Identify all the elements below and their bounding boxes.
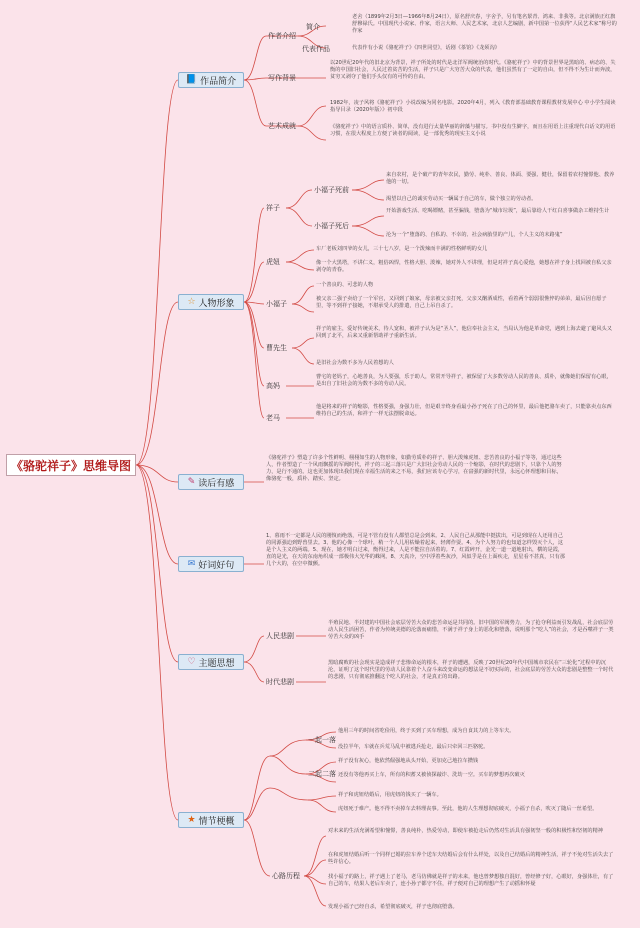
- map-title[interactable]: 《骆驼祥子》思维导图: [6, 454, 136, 476]
- branch-plot[interactable]: [178, 812, 244, 828]
- text-huniu-2: 像一个大黑塔，不讲仁义，粗俗凶悍，性格大胆、泼辣，她对外人不讲理，但是对祥子真心爱他，她想在祥子身上找回被自私父亲剥夺的青春。: [316, 260, 612, 273]
- label-era-tragedy[interactable]: 时代悲剧: [266, 678, 294, 686]
- label-xiangzi[interactable]: 祥子: [266, 204, 280, 212]
- text-journey-1: 对未来的生活充满希望和憧憬，善良纯朴，热爱劳动，即使车被抢走后仍然对生活具有强韧坚一般的积极性和坚韧的精神: [328, 828, 603, 834]
- text-after-2: 沦为一个“堕落的、自私的、不幸的、社会病胎里的产儿，个人主义的末路鬼”: [386, 232, 563, 238]
- label-background[interactable]: 写作背景: [268, 74, 296, 82]
- text-art-1: 1982年，凌子风将《骆驼祥子》小说改编为同名电影。2020年4月，列入《教育部基础教育课程教材发展中心 中小学生阅读指导目录（2020年版）》初中段: [330, 100, 616, 113]
- text-after-1: 开始游戏生活、吃喝嫖赌，甚至骗钱，堕落为“城市垃圾”，最后靠给人干红白喜事做杂工维持生计: [386, 208, 610, 214]
- text-gaoma: 曹宅的老妈子，心地善良，为人要强，乐于助人，常常开导祥子，被保留了大多数劳动人民的善良、质朴，就像她们保留有心眼，是出自了旧社会的为数不多的劳动人民。: [316, 374, 612, 387]
- text-people-tragedy: 半殖民地、半封建的中国社会底层劳苦大众的悲苦命运是共同的。旧中国的军阀势力，为了抢夺利益而引发战乱，社会底层劳动人民生活困苦，作者为传统美德的沦落而痛惜，不满于祥子身上的恶化和堕落，说明那个“吃人”的社会，才是吞噬祥子一类劳苦大众的凶手: [328, 620, 614, 640]
- label-cao[interactable]: 曹先生: [266, 344, 287, 352]
- text-background: 以20世纪20年代的旧北京为背景，祥子所处的时代是北洋军阀统治的时代。《骆驼祥子》中的背景世界是黑暗的、病态的、失衡的中国旧社会，人民过着贫苦的生活，祥子只是广大穷苦大众的代表，他们虽然有了一定的自由，但不得不为生计而奔波，贫穷又剥夺了他们手头仅有的可怜的自由。: [330, 60, 616, 80]
- text-sentences: 1、暮雨不一定都是人民的刚愎而绝落，可是不管有没有人都望总是会到来。2、人民自己从那能中挺拔出，可是到现在人还用自己的同源强迫到野兽里去。3、他的心像一个球叶，稍一个人儿用枯燥着起来，轻薄作耍。4、为个人努力的也知道怎样毁灭个人，这是个人主义的两端。5、现在，她才明白过来，衡得过来，人是不能拉自活着的。7、红霞碎开，金光一道一道地射出，横的是霞，直的是光，在天的东南角织成一部极伟大光华的蛛网。8、天真冷，空中浮着些灰沙，风似乎是在上面疾走，星星看不甚真，只有那几个大的，在空中微颤。: [266, 533, 565, 567]
- star-icon: ★: [187, 815, 196, 825]
- branch-characters[interactable]: [178, 294, 244, 310]
- text-cao-2: 是旧社会为数不多为人民着想的人: [316, 360, 394, 366]
- text-works: 代表作有小说《骆驼祥子》《四世同堂》，话剧《茶馆》《龙须沟》: [352, 45, 500, 51]
- branch-sentences[interactable]: [178, 556, 244, 572]
- branch-label: 作品简介: [200, 76, 237, 87]
- text-before-1: 来自农村，是个破产的青年农民，勤劳、纯朴、善良、体面、要强、健壮，保留着农村憧憬他、教养他的一切。: [386, 172, 615, 185]
- label-after[interactable]: 小福子死后: [314, 222, 349, 230]
- branch-theme[interactable]: [178, 654, 244, 670]
- text-rise3-1: 祥子和虎妞结婚后，用虎妞的钱买了一辆车。: [338, 792, 442, 798]
- text-reflection: 《骆驼祥子》塑造了许多个性鲜明、栩栩如生的人物形象，如勤劳质朴的祥子、胆大泼辣虎妞、悲苦善良的小福子等等，通过这些人，作者塑造了一个风雨飘摇的军阀时代，祥子的三起三落只是广大旧社会劳动人民的一个缩影，在时代的悲剧下，只靠个人的努力，是行不通的。这也更加体现出我们现在幸福生活的来之不易，我们应该专心学习，在富强的新时代里，永远心怀理想和目标，像骆驼一般，质朴、踏实、坚定。: [266, 455, 562, 482]
- text-era-tragedy: 黑暗腐败的社会现实是造成祥子悲惨命运的根本，祥子的遭遇，反映了20世纪20年代中国城市农民在“三轮化”过程中的沉沦，证明了这个时代里的劳动人民靠着个人奋斗来改变命运的想法是不切实际的，社会底层的劳苦大众的悲剧是整整一个时代的悲剧，只有彻底推翻这个吃人的社会，才是真正的出路。: [328, 660, 614, 680]
- text-rise3-2: 虎妞死于难产。他不得不卖掉车去料理丧事。至此，他的人生理想彻底破灭，小福子自杀，吹灭了随后一丝希望。: [338, 806, 598, 812]
- text-rise2-2: 还没有等他再买上车，所有的积蓄又被侦探敲诈、洗劫一空。买车的梦想再次破灭: [338, 772, 525, 778]
- text-rise2-1: 祥子没有灰心，他依然倔强地从头开始，更加克己地拉车攒钱: [338, 758, 479, 764]
- text-journey-2: 在和虎妞结婚后听一个同样已婚的拉车养个送车夫结婚后会有什么样处，以及自己结婚后的精神生活，祥子不免对生活失去了些许信心。: [328, 852, 614, 865]
- label-before[interactable]: 小福子死前: [314, 186, 349, 194]
- label-gaoma[interactable]: 高妈: [266, 382, 280, 390]
- text-huniu-1: 车厂老板刘四爷的女儿，三十七八岁，是一个泼辣而丰满的性格鲜明的女儿: [316, 246, 488, 252]
- branch-label: 主题思想: [198, 658, 235, 669]
- text-before-2: 渴望以自己的诚实劳动买一辆属于自己的车，做个独立的劳动者。: [386, 196, 537, 202]
- star-icon: ☆: [187, 297, 196, 307]
- text-xfz-2: 被父亲二强子卖给了一个军官，又回到了娘家，母亲被父亲打死，父亲又酗酒成性，看着两个弱弱很憔悴的弟弟，最后因自愿子里，等不到祥子接她，不堪承受人的排遣，自己上吊自杀了。: [316, 296, 607, 309]
- pen-icon: ✎: [187, 477, 196, 487]
- text-art-2: 《骆驼祥子》中的语言质朴、简单，没有进行太量华丽的辞藻与描写。书中没有生僻字，而且在用语上注重现代白话文的用语习惯，在很大程度上方便了读者的阅读，是一部优秀的现实主义小说: [330, 124, 616, 137]
- text-rise1-2: 没拉半年，车就在兵荒马乱中被逃兵抢走，最后只牵回三匹骆驼。: [338, 744, 489, 750]
- label-art[interactable]: 艺术成就: [268, 122, 296, 130]
- label-rise1[interactable]: 一起一落: [308, 736, 336, 744]
- label-journey[interactable]: 心路历程: [272, 872, 300, 880]
- text-rise1-1: 他用三年的时间省吃俭用，终于买到了买车理想，成为自食其力的上等车夫。: [338, 728, 515, 734]
- branch-label: 情节梗概: [198, 816, 235, 827]
- label-author-intro[interactable]: 作者介绍: [268, 32, 296, 40]
- text-journey-3: 找小福子的路上，祥子遇上了老马，老马仿佛就是祥子的未来，他也曾梦想独自混好，曾经修子好，心眼好，身强体壮，有了自己的车，结果人老后车卖了，连小孙子都守不住，祥子便对自己的理想产生了动摇和怀疑: [328, 874, 614, 887]
- book-icon: 📘: [185, 75, 198, 85]
- label-laoma[interactable]: 老马: [266, 414, 280, 422]
- label-rise2[interactable]: 二起二落: [308, 770, 336, 778]
- text-journey-4: 发现小福子已经自杀，希望彻底破灭，祥子也彻底堕落。: [328, 904, 458, 910]
- label-xiaofuzi[interactable]: 小福子: [266, 300, 287, 308]
- text-jianjie: 老舍（1899年2月3日—1966年8月24日），原名舒庆春，字舍予，另有笔名絜青、鸿来、非我等。北京满族正红旗舒穆禄氏。中国现代小说家、作家，语言大师、人民艺术家，北京人艺编剧，新中国第一位获得“人民艺术家”称号的作家: [352, 14, 617, 34]
- branch-intro[interactable]: [178, 72, 244, 88]
- chat-icon: ✉: [187, 559, 196, 569]
- label-jianjie[interactable]: 简介: [306, 23, 320, 31]
- label-works[interactable]: 代表作品: [302, 45, 330, 53]
- branch-label: 读后有感: [198, 478, 235, 489]
- text-xfz-1: 一个善良的、可悲的人物: [316, 282, 374, 288]
- branch-reflection[interactable]: [178, 474, 244, 490]
- branch-label: 好词好句: [198, 560, 235, 571]
- text-cao-1: 祥子的雇主，爱好传统美术，待人宽和，被祥子认为是“圣人”，他信奉社会主义，当局认为他是革命党，遇到上海去避了避风头又回到了北平，后来又重新帮助祥子重新生活。: [316, 326, 612, 339]
- text-laoma: 他是将来的祥子的缩影，性格要强，身强力壮，但是艰辛终身看最小孙子死在了自己的怀里，最后他把骆车卖了，只能靠卖点东西维持自己的生活，和祥子一样无法摆脱命运。: [316, 404, 612, 417]
- branch-label: 人物形象: [198, 298, 235, 309]
- heart-icon: ♡: [187, 657, 196, 667]
- label-huniu[interactable]: 虎妞: [266, 258, 280, 266]
- label-people-tragedy[interactable]: 人民悲剧: [266, 632, 294, 640]
